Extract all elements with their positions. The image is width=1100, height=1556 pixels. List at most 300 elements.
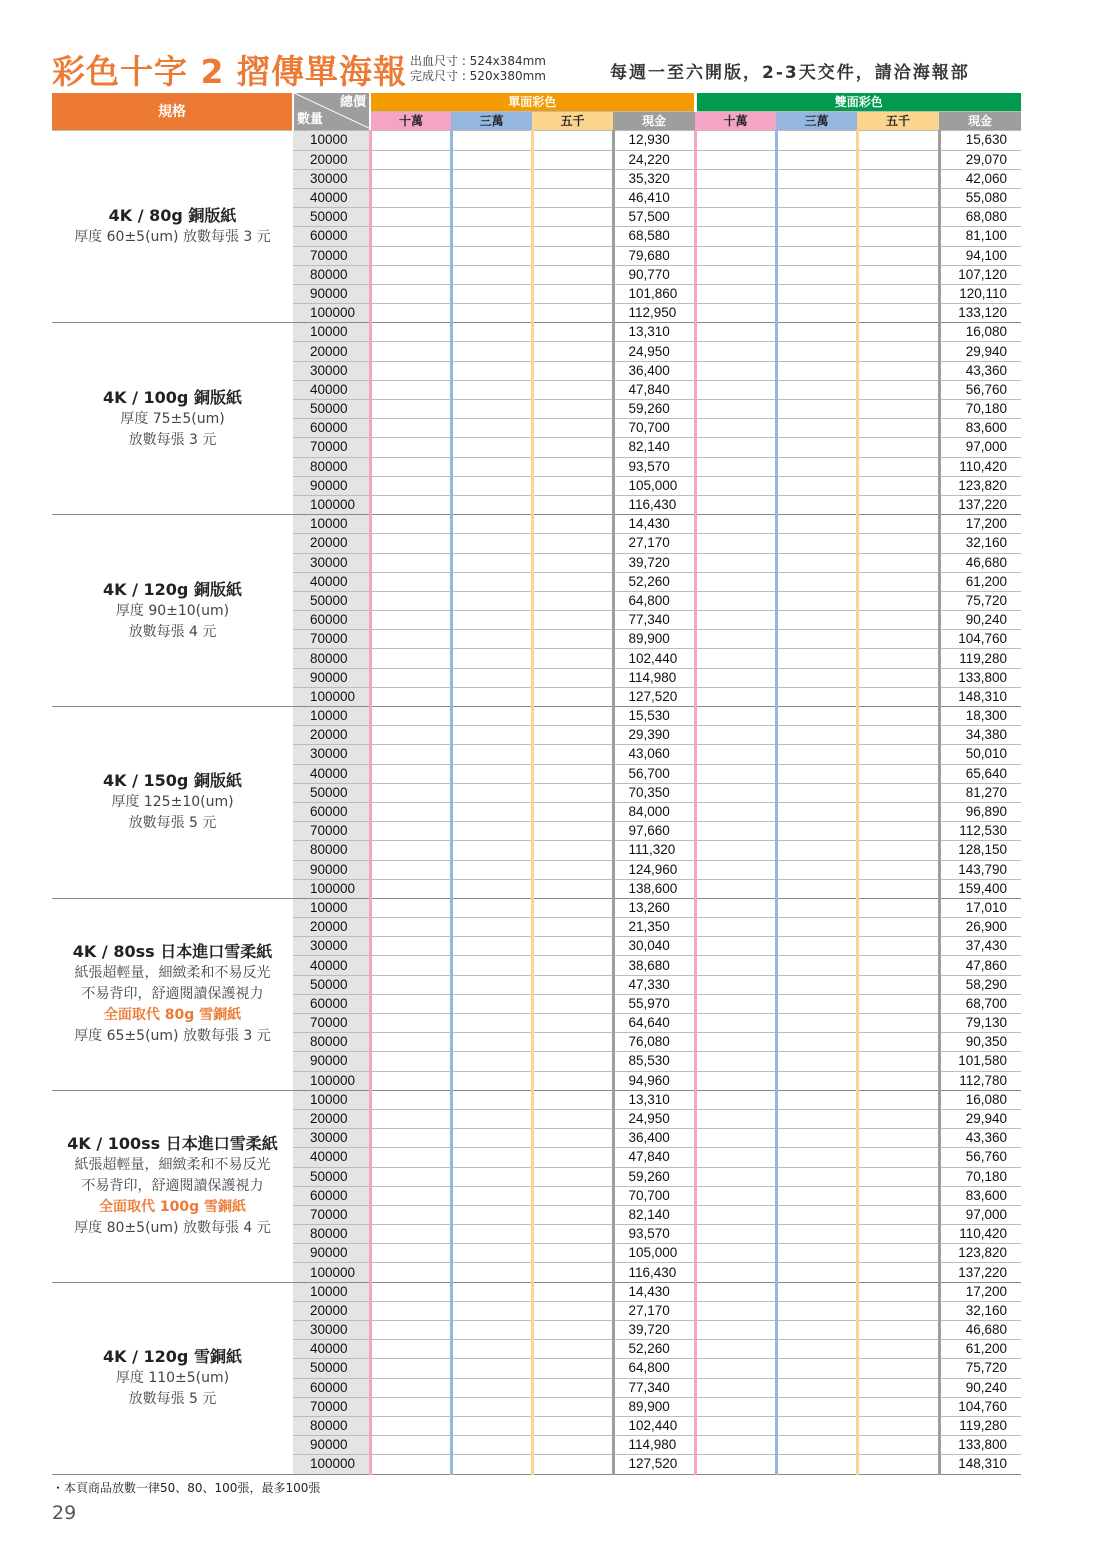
empty-price-cell xyxy=(451,1225,532,1244)
empty-price-cell xyxy=(857,1244,939,1263)
single-cash-price: 59,260 xyxy=(613,400,695,419)
empty-price-cell xyxy=(532,227,613,246)
empty-price-cell xyxy=(776,937,857,956)
empty-price-cell xyxy=(532,572,613,591)
table-row xyxy=(52,323,1021,342)
empty-price-cell xyxy=(857,630,939,649)
empty-price-cell xyxy=(370,131,451,150)
quantity-cell: 10000 xyxy=(293,898,370,917)
empty-price-cell xyxy=(451,342,532,361)
empty-price-cell xyxy=(532,783,613,802)
empty-price-cell xyxy=(532,400,613,419)
empty-price-cell xyxy=(776,1167,857,1186)
single-cash-price: 29,390 xyxy=(613,726,695,745)
empty-price-cell xyxy=(695,1071,776,1090)
empty-price-cell xyxy=(776,284,857,303)
empty-price-cell xyxy=(370,476,451,495)
empty-price-cell xyxy=(451,265,532,284)
single-cash-price: 47,330 xyxy=(613,975,695,994)
double-cash-price: 148,310 xyxy=(939,1455,1021,1474)
empty-price-cell xyxy=(776,361,857,380)
single-col-30k: 三萬 xyxy=(451,112,532,131)
empty-price-cell xyxy=(532,515,613,534)
empty-price-cell xyxy=(776,1148,857,1167)
single-col-5k: 五千 xyxy=(532,112,613,131)
empty-price-cell xyxy=(776,1436,857,1455)
empty-price-cell xyxy=(776,1205,857,1224)
empty-price-cell xyxy=(857,1263,939,1282)
empty-price-cell xyxy=(370,323,451,342)
empty-price-cell xyxy=(532,1129,613,1148)
double-cash-price: 137,220 xyxy=(939,495,1021,514)
empty-price-cell xyxy=(370,1301,451,1320)
empty-price-cell xyxy=(695,707,776,726)
empty-price-cell xyxy=(776,169,857,188)
empty-price-cell xyxy=(776,246,857,265)
single-cash-price: 13,310 xyxy=(613,323,695,342)
empty-price-cell xyxy=(532,150,613,169)
single-cash-price: 105,000 xyxy=(613,476,695,495)
table-row xyxy=(52,1090,1021,1109)
empty-price-cell xyxy=(857,1340,939,1359)
quantity-cell: 50000 xyxy=(293,975,370,994)
empty-price-cell xyxy=(695,1301,776,1320)
single-side-header: 單面彩色 xyxy=(370,93,695,112)
empty-price-cell xyxy=(451,227,532,246)
empty-price-cell xyxy=(857,1014,939,1033)
quantity-cell: 40000 xyxy=(293,956,370,975)
empty-price-cell xyxy=(451,802,532,821)
empty-price-cell xyxy=(857,1378,939,1397)
spec-detail: 厚度 65±5(um) 放數每張 3 元 xyxy=(74,1028,271,1045)
empty-price-cell xyxy=(695,783,776,802)
spec-header: 規格 xyxy=(52,93,293,131)
empty-price-cell xyxy=(857,246,939,265)
double-cash-price: 94,100 xyxy=(939,246,1021,265)
quantity-cell: 60000 xyxy=(293,1378,370,1397)
single-cash-price: 89,900 xyxy=(613,1397,695,1416)
quantity-cell: 10000 xyxy=(293,323,370,342)
empty-price-cell xyxy=(857,1052,939,1071)
empty-price-cell xyxy=(857,975,939,994)
double-cash-price: 16,080 xyxy=(939,323,1021,342)
empty-price-cell xyxy=(370,975,451,994)
double-cash-price: 90,240 xyxy=(939,1378,1021,1397)
empty-price-cell xyxy=(695,764,776,783)
single-cash-price: 21,350 xyxy=(613,918,695,937)
double-cash-price: 90,350 xyxy=(939,1033,1021,1052)
empty-price-cell xyxy=(695,150,776,169)
single-cash-price: 55,970 xyxy=(613,994,695,1013)
empty-price-cell xyxy=(776,457,857,476)
spec-detail: 厚度 75±5(um) xyxy=(120,410,225,427)
page-number: 29 xyxy=(52,1502,77,1524)
empty-price-cell xyxy=(695,265,776,284)
double-cash-price: 17,200 xyxy=(939,1282,1021,1301)
quantity-cell: 80000 xyxy=(293,1225,370,1244)
empty-price-cell xyxy=(776,591,857,610)
empty-price-cell xyxy=(776,400,857,419)
double-cash-price: 120,110 xyxy=(939,284,1021,303)
empty-price-cell xyxy=(695,419,776,438)
double-cash-price: 96,890 xyxy=(939,802,1021,821)
empty-price-cell xyxy=(451,1014,532,1033)
quantity-cell: 90000 xyxy=(293,476,370,495)
single-cash-price: 70,350 xyxy=(613,783,695,802)
empty-price-cell xyxy=(532,630,613,649)
quantity-cell: 80000 xyxy=(293,457,370,476)
empty-price-cell xyxy=(451,1129,532,1148)
empty-price-cell xyxy=(776,630,857,649)
quantity-cell: 30000 xyxy=(293,1321,370,1340)
empty-price-cell xyxy=(532,1109,613,1128)
empty-price-cell xyxy=(857,1148,939,1167)
double-cash-price: 119,280 xyxy=(939,1416,1021,1435)
double-cash-price: 17,010 xyxy=(939,898,1021,917)
empty-price-cell xyxy=(695,438,776,457)
quantity-cell: 100000 xyxy=(293,304,370,323)
empty-price-cell xyxy=(370,860,451,879)
empty-price-cell xyxy=(695,975,776,994)
quantity-cell: 70000 xyxy=(293,438,370,457)
empty-price-cell xyxy=(370,822,451,841)
empty-price-cell xyxy=(451,457,532,476)
empty-price-cell xyxy=(857,860,939,879)
empty-price-cell xyxy=(451,975,532,994)
empty-price-cell xyxy=(776,1186,857,1205)
single-cash-price: 39,720 xyxy=(613,553,695,572)
single-cash-price: 127,520 xyxy=(613,1455,695,1474)
empty-price-cell xyxy=(451,1263,532,1282)
quantity-cell: 80000 xyxy=(293,649,370,668)
empty-price-cell xyxy=(532,1416,613,1435)
single-cash-price: 24,220 xyxy=(613,150,695,169)
empty-price-cell xyxy=(451,476,532,495)
empty-price-cell xyxy=(857,1071,939,1090)
empty-price-cell xyxy=(451,1301,532,1320)
quantity-cell: 20000 xyxy=(293,918,370,937)
empty-price-cell xyxy=(857,380,939,399)
empty-price-cell xyxy=(370,591,451,610)
double-cash-price: 133,120 xyxy=(939,304,1021,323)
empty-price-cell xyxy=(857,342,939,361)
empty-price-cell xyxy=(695,342,776,361)
empty-price-cell xyxy=(776,208,857,227)
empty-price-cell xyxy=(532,169,613,188)
quantity-cell: 60000 xyxy=(293,994,370,1013)
quantity-cell: 70000 xyxy=(293,630,370,649)
quantity-cell: 100000 xyxy=(293,1263,370,1282)
quantity-cell: 40000 xyxy=(293,572,370,591)
empty-price-cell xyxy=(370,150,451,169)
empty-price-cell xyxy=(370,937,451,956)
empty-price-cell xyxy=(857,994,939,1013)
single-cash-price: 70,700 xyxy=(613,419,695,438)
empty-price-cell xyxy=(451,208,532,227)
empty-price-cell xyxy=(776,1301,857,1320)
empty-price-cell xyxy=(776,611,857,630)
empty-price-cell xyxy=(857,841,939,860)
empty-price-cell xyxy=(451,630,532,649)
single-cash-price: 112,950 xyxy=(613,304,695,323)
quantity-cell: 40000 xyxy=(293,1148,370,1167)
single-cash-price: 64,800 xyxy=(613,591,695,610)
empty-price-cell xyxy=(532,380,613,399)
empty-price-cell xyxy=(532,1263,613,1282)
empty-price-cell xyxy=(451,1186,532,1205)
double-col-5k: 五千 xyxy=(857,112,939,131)
empty-price-cell xyxy=(695,1090,776,1109)
table-row xyxy=(52,131,1021,150)
double-cash-price: 112,780 xyxy=(939,1071,1021,1090)
single-col-cash: 現金 xyxy=(613,112,695,131)
spec-detail: 紙張超輕量，細緻柔和不易反光 xyxy=(74,965,271,982)
double-cash-price: 133,800 xyxy=(939,1436,1021,1455)
empty-price-cell xyxy=(857,169,939,188)
spec-detail: 厚度 125±10(um) xyxy=(111,794,234,811)
empty-price-cell xyxy=(370,611,451,630)
empty-price-cell xyxy=(695,476,776,495)
single-cash-price: 82,140 xyxy=(613,438,695,457)
double-cash-price: 18,300 xyxy=(939,707,1021,726)
empty-price-cell xyxy=(370,1090,451,1109)
empty-price-cell xyxy=(776,265,857,284)
empty-price-cell xyxy=(370,438,451,457)
empty-price-cell xyxy=(857,572,939,591)
empty-price-cell xyxy=(370,745,451,764)
empty-price-cell xyxy=(776,1340,857,1359)
empty-price-cell xyxy=(776,1359,857,1378)
spec-cell xyxy=(52,515,293,707)
finish-size: 完成尺寸 : 520x380mm xyxy=(410,69,546,83)
empty-price-cell xyxy=(857,553,939,572)
empty-price-cell xyxy=(695,841,776,860)
empty-price-cell xyxy=(776,438,857,457)
empty-price-cell xyxy=(451,1436,532,1455)
double-cash-price: 90,240 xyxy=(939,611,1021,630)
empty-price-cell xyxy=(776,841,857,860)
footnote: ・本頁商品放數一律50、80、100張，最多100張 xyxy=(52,1481,321,1495)
double-cash-price: 50,010 xyxy=(939,745,1021,764)
single-cash-price: 90,770 xyxy=(613,265,695,284)
empty-price-cell xyxy=(695,1205,776,1224)
empty-price-cell xyxy=(451,1033,532,1052)
quantity-cell: 60000 xyxy=(293,611,370,630)
empty-price-cell xyxy=(370,898,451,917)
empty-price-cell xyxy=(695,361,776,380)
spec-name: 4K / 80g 銅版紙 xyxy=(108,206,237,226)
empty-price-cell xyxy=(857,400,939,419)
table-row xyxy=(52,515,1021,534)
empty-price-cell xyxy=(776,304,857,323)
empty-price-cell xyxy=(857,822,939,841)
empty-price-cell xyxy=(532,1359,613,1378)
size-info xyxy=(410,54,546,84)
empty-price-cell xyxy=(857,1090,939,1109)
empty-price-cell xyxy=(857,937,939,956)
empty-price-cell xyxy=(857,1033,939,1052)
double-cash-price: 34,380 xyxy=(939,726,1021,745)
empty-price-cell xyxy=(695,1340,776,1359)
double-cash-price: 43,360 xyxy=(939,1129,1021,1148)
spec-cell xyxy=(52,131,293,323)
empty-price-cell xyxy=(370,1225,451,1244)
quantity-cell: 20000 xyxy=(293,534,370,553)
empty-price-cell xyxy=(370,304,451,323)
double-cash-price: 58,290 xyxy=(939,975,1021,994)
double-cash-price: 137,220 xyxy=(939,1263,1021,1282)
quantity-cell: 10000 xyxy=(293,515,370,534)
spec-name: 4K / 100g 銅版紙 xyxy=(103,387,242,407)
quantity-cell: 80000 xyxy=(293,265,370,284)
single-cash-price: 43,060 xyxy=(613,745,695,764)
single-cash-price: 127,520 xyxy=(613,687,695,706)
double-cash-price: 123,820 xyxy=(939,1244,1021,1263)
empty-price-cell xyxy=(857,783,939,802)
empty-price-cell xyxy=(695,860,776,879)
empty-price-cell xyxy=(532,1205,613,1224)
single-cash-price: 111,320 xyxy=(613,841,695,860)
double-cash-price: 15,630 xyxy=(939,131,1021,150)
single-cash-price: 27,170 xyxy=(613,534,695,553)
empty-price-cell xyxy=(695,1436,776,1455)
quantity-cell: 80000 xyxy=(293,1416,370,1435)
empty-price-cell xyxy=(857,284,939,303)
empty-price-cell xyxy=(532,265,613,284)
quantity-cell: 90000 xyxy=(293,860,370,879)
empty-price-cell xyxy=(776,1033,857,1052)
double-cash-price: 75,720 xyxy=(939,591,1021,610)
empty-price-cell xyxy=(532,323,613,342)
quantity-cell: 50000 xyxy=(293,1167,370,1186)
empty-price-cell xyxy=(776,342,857,361)
empty-price-cell xyxy=(370,1109,451,1128)
double-cash-price: 56,760 xyxy=(939,1148,1021,1167)
single-col-100k: 十萬 xyxy=(370,112,451,131)
empty-price-cell xyxy=(451,745,532,764)
double-cash-price: 107,120 xyxy=(939,265,1021,284)
empty-price-cell xyxy=(695,1282,776,1301)
empty-price-cell xyxy=(776,150,857,169)
empty-price-cell xyxy=(451,1416,532,1435)
empty-price-cell xyxy=(451,591,532,610)
double-cash-price: 119,280 xyxy=(939,649,1021,668)
empty-price-cell xyxy=(370,572,451,591)
empty-price-cell xyxy=(451,1167,532,1186)
empty-price-cell xyxy=(451,131,532,150)
quantity-cell: 50000 xyxy=(293,400,370,419)
single-cash-price: 14,430 xyxy=(613,1282,695,1301)
empty-price-cell xyxy=(695,649,776,668)
empty-price-cell xyxy=(695,284,776,303)
double-cash-price: 17,200 xyxy=(939,515,1021,534)
quantity-cell: 10000 xyxy=(293,1090,370,1109)
empty-price-cell xyxy=(776,1282,857,1301)
single-cash-price: 76,080 xyxy=(613,1033,695,1052)
double-cash-price: 29,070 xyxy=(939,150,1021,169)
single-cash-price: 12,930 xyxy=(613,131,695,150)
empty-price-cell xyxy=(857,668,939,687)
empty-price-cell xyxy=(776,1416,857,1435)
empty-price-cell xyxy=(857,1167,939,1186)
empty-price-cell xyxy=(776,1052,857,1071)
empty-price-cell xyxy=(857,515,939,534)
single-cash-price: 105,000 xyxy=(613,1244,695,1263)
empty-price-cell xyxy=(532,1090,613,1109)
empty-price-cell xyxy=(451,994,532,1013)
table-row xyxy=(52,898,1021,917)
quantity-cell: 80000 xyxy=(293,1033,370,1052)
single-cash-price: 89,900 xyxy=(613,630,695,649)
empty-price-cell xyxy=(776,726,857,745)
empty-price-cell xyxy=(532,304,613,323)
empty-price-cell xyxy=(370,1263,451,1282)
empty-price-cell xyxy=(370,668,451,687)
spec-name: 4K / 120g 銅版紙 xyxy=(103,579,242,599)
empty-price-cell xyxy=(695,1244,776,1263)
empty-price-cell xyxy=(695,495,776,514)
empty-price-cell xyxy=(695,1225,776,1244)
single-cash-price: 84,000 xyxy=(613,802,695,821)
empty-price-cell xyxy=(532,841,613,860)
empty-price-cell xyxy=(370,515,451,534)
empty-price-cell xyxy=(857,802,939,821)
empty-price-cell xyxy=(532,726,613,745)
empty-price-cell xyxy=(451,304,532,323)
single-cash-price: 93,570 xyxy=(613,1225,695,1244)
empty-price-cell xyxy=(776,1225,857,1244)
empty-price-cell xyxy=(370,227,451,246)
quantity-cell: 70000 xyxy=(293,246,370,265)
quantity-cell: 20000 xyxy=(293,150,370,169)
empty-price-cell xyxy=(451,1244,532,1263)
empty-price-cell xyxy=(857,611,939,630)
empty-price-cell xyxy=(857,188,939,207)
empty-price-cell xyxy=(451,937,532,956)
empty-price-cell xyxy=(776,495,857,514)
empty-price-cell xyxy=(532,1225,613,1244)
empty-price-cell xyxy=(532,553,613,572)
single-cash-price: 93,570 xyxy=(613,457,695,476)
empty-price-cell xyxy=(451,534,532,553)
double-cash-price: 47,860 xyxy=(939,956,1021,975)
empty-price-cell xyxy=(776,649,857,668)
empty-price-cell xyxy=(695,400,776,419)
empty-price-cell xyxy=(451,1205,532,1224)
quantity-cell: 30000 xyxy=(293,937,370,956)
empty-price-cell xyxy=(532,1436,613,1455)
empty-price-cell xyxy=(776,860,857,879)
spec-cell xyxy=(52,898,293,1090)
empty-price-cell xyxy=(451,956,532,975)
empty-price-cell xyxy=(370,649,451,668)
spec-detail: 放數每張 5 元 xyxy=(128,1391,217,1408)
quantity-cell: 20000 xyxy=(293,1301,370,1320)
empty-price-cell xyxy=(776,1014,857,1033)
quantity-cell: 50000 xyxy=(293,591,370,610)
double-cash-price: 101,580 xyxy=(939,1052,1021,1071)
empty-price-cell xyxy=(532,707,613,726)
empty-price-cell xyxy=(451,438,532,457)
double-cash-price: 70,180 xyxy=(939,400,1021,419)
empty-price-cell xyxy=(695,380,776,399)
empty-price-cell xyxy=(370,246,451,265)
empty-price-cell xyxy=(857,726,939,745)
empty-price-cell xyxy=(451,1109,532,1128)
spec-cell xyxy=(52,1090,293,1282)
double-cash-price: 133,800 xyxy=(939,668,1021,687)
empty-price-cell xyxy=(776,1263,857,1282)
